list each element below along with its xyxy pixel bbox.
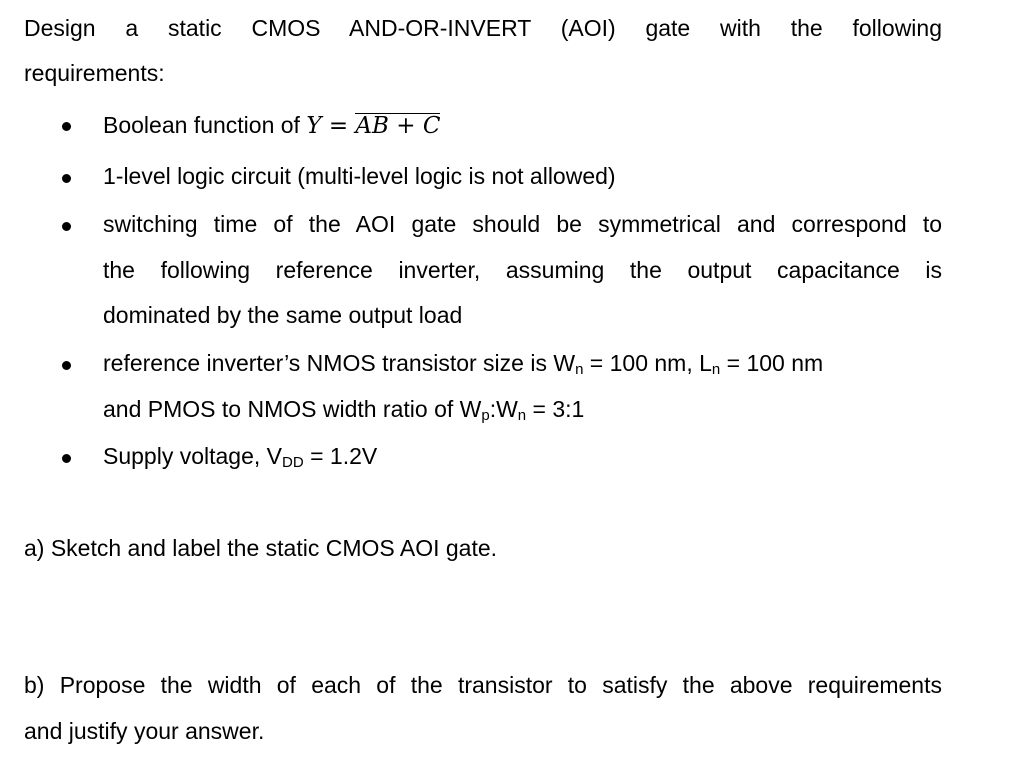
width-ratio-text: and PMOS to NMOS width ratio of W bbox=[103, 396, 482, 422]
wp-subscript: p bbox=[481, 407, 490, 424]
intro-line-1: Design a static CMOS AND-OR-INVERT (AOI) gate with the following bbox=[24, 15, 942, 41]
equation-equals: = bbox=[328, 113, 349, 139]
wn-value-text: = 100 nm, L bbox=[583, 350, 712, 376]
question-a: a) Sketch and label the static CMOS AOI gate. bbox=[24, 535, 498, 561]
ln-subscript: n bbox=[711, 361, 721, 378]
supply-voltage-value: = 1.2V bbox=[303, 443, 378, 469]
ratio-value: = 3:1 bbox=[526, 396, 585, 422]
switching-time-line-2: the following reference inverter, assuming the output capacitance is bbox=[103, 257, 942, 283]
bullet-dot-icon bbox=[62, 222, 71, 231]
ratio-separator: :W bbox=[489, 396, 518, 422]
wn-subscript: n bbox=[575, 361, 584, 378]
switching-time-line-1: switching time of the AOI gate should be symmetrical and correspond to bbox=[103, 211, 942, 237]
boolean-function-line bbox=[103, 113, 942, 138]
vdd-subscript: DD bbox=[282, 454, 304, 471]
switching-time-line-3: dominated by the same output load bbox=[103, 302, 463, 328]
boolean-equation bbox=[306, 113, 440, 139]
equation-lhs: Y bbox=[306, 113, 322, 139]
logic-level-text: 1-level logic circuit (multi-level logic is not allowed) bbox=[103, 163, 616, 189]
boolean-function-label: Boolean function of bbox=[103, 112, 300, 138]
bullet-dot-icon bbox=[62, 174, 71, 183]
ln-value-text: = 100 nm bbox=[720, 350, 824, 376]
bullet-dot-icon bbox=[62, 454, 71, 463]
nmos-size-text: reference inverter’s NMOS transistor size is W bbox=[103, 350, 576, 376]
bullet-dot-icon bbox=[62, 122, 71, 131]
intro-line-2: requirements: bbox=[24, 60, 165, 86]
reference-inverter-line-2 bbox=[103, 398, 942, 424]
supply-voltage-line bbox=[103, 445, 942, 471]
reference-inverter-line-1 bbox=[103, 352, 942, 378]
bullet-dot-icon bbox=[62, 361, 71, 370]
wn-ratio-subscript: n bbox=[517, 407, 527, 424]
question-b-line-1: b) Propose the width of each of the transistor to satisfy the above requirements bbox=[24, 672, 942, 698]
question-b-line-2: and justify your answer. bbox=[24, 718, 265, 744]
supply-voltage-label: Supply voltage, V bbox=[103, 443, 283, 469]
equation-rhs-overlined: AB + C bbox=[355, 113, 441, 139]
